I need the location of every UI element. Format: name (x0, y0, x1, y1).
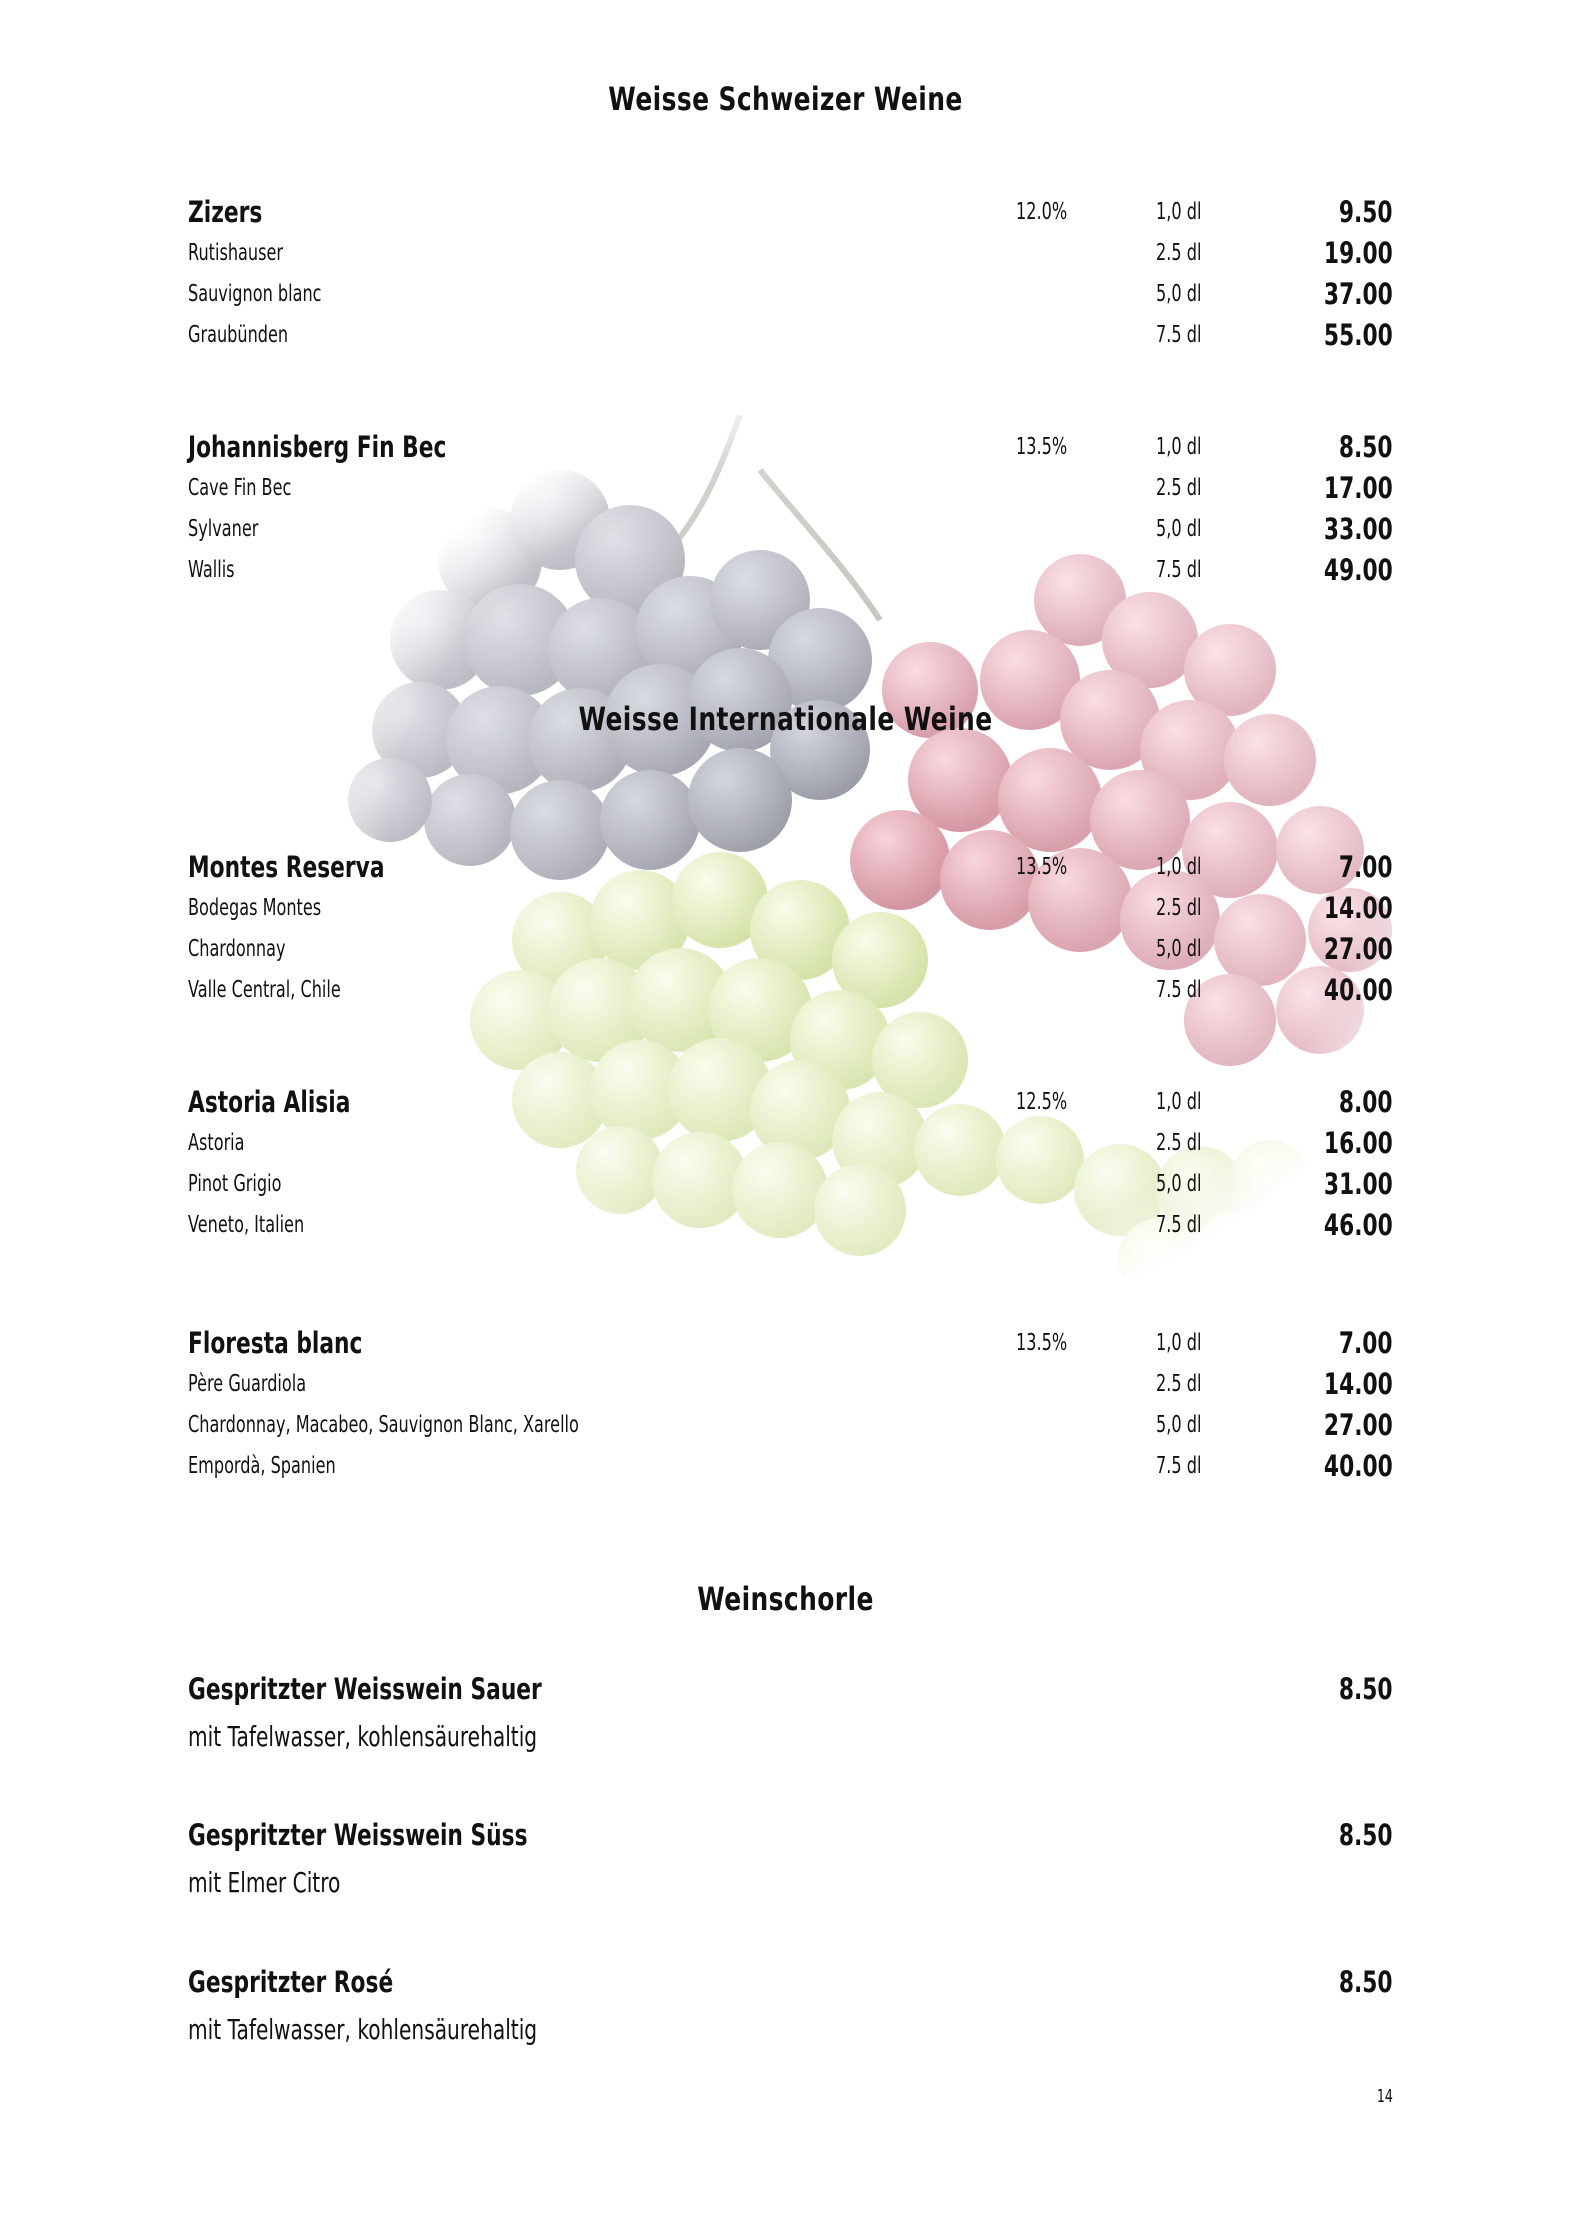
wine-price: 27.00 (1324, 932, 1393, 966)
wine-region: Empordà, Spanien (188, 1453, 336, 1479)
drink-description: mit Tafelwasser, kohlensäurehaltig (188, 2013, 538, 2046)
drink-name: Gespritzter Weisswein Süss (188, 1818, 528, 1852)
wine-grape: Pinot Grigio (188, 1171, 282, 1197)
wine-price: 55.00 (1324, 318, 1393, 352)
wine-name: Montes Reserva (188, 850, 385, 884)
wine-producer: Astoria (188, 1130, 245, 1156)
wine-producer: Père Guardiola (188, 1371, 307, 1397)
wine-alcohol: 13.5% (1016, 434, 1068, 460)
wine-price: 37.00 (1324, 277, 1393, 311)
wine-size: 7.5 dl (1156, 557, 1202, 583)
wine-price: 17.00 (1324, 471, 1393, 505)
wine-size: 5,0 dl (1156, 516, 1202, 542)
wine-size: 1,0 dl (1156, 434, 1202, 460)
wine-astoria-alisia (0, 1085, 1571, 1249)
wine-region: Valle Central, Chile (188, 977, 341, 1003)
page-number: 14 (1376, 2086, 1393, 2107)
wine-name: Floresta blanc (188, 1326, 363, 1360)
wine-price: 8.50 (1339, 430, 1393, 464)
wine-size: 5,0 dl (1156, 1171, 1202, 1197)
wine-size: 2.5 dl (1156, 895, 1202, 921)
drink-price: 8.50 (1339, 1672, 1393, 1706)
wine-size: 2.5 dl (1156, 240, 1202, 266)
wine-region: Graubünden (188, 322, 289, 348)
drink-name: Gespritzter Weisswein Sauer (188, 1672, 542, 1706)
wine-price: 8.00 (1339, 1085, 1393, 1119)
wine-price: 14.00 (1324, 1367, 1393, 1401)
wine-producer: Bodegas Montes (188, 895, 322, 921)
wine-size: 7.5 dl (1156, 1212, 1202, 1238)
wine-producer: Rutishauser (188, 240, 284, 266)
wine-name: Johannisberg Fin Bec (188, 430, 447, 464)
section-title-international-white: Weisse Internationale Weine (578, 700, 993, 738)
section-title-spritzer: Weinschorle (697, 1580, 874, 1618)
drink-description: mit Elmer Citro (188, 1866, 341, 1899)
wine-size: 1,0 dl (1156, 199, 1202, 225)
wine-size: 7.5 dl (1156, 322, 1202, 348)
wine-name: Astoria Alisia (188, 1085, 351, 1119)
drink-price: 8.50 (1339, 1965, 1393, 1999)
wine-size: 7.5 dl (1156, 977, 1202, 1003)
wine-price: 9.50 (1339, 195, 1393, 229)
wine-region: Wallis (188, 557, 235, 583)
wine-region: Veneto, Italien (188, 1212, 305, 1238)
wine-size: 5,0 dl (1156, 1412, 1202, 1438)
wine-price: 40.00 (1324, 973, 1393, 1007)
wine-size: 7.5 dl (1156, 1453, 1202, 1479)
wine-price: 7.00 (1339, 1326, 1393, 1360)
wine-price: 27.00 (1324, 1408, 1393, 1442)
wine-grape: Sylvaner (188, 516, 259, 542)
drink-description: mit Tafelwasser, kohlensäurehaltig (188, 1720, 538, 1753)
wine-producer: Cave Fin Bec (188, 475, 292, 501)
wine-price: 40.00 (1324, 1449, 1393, 1483)
wine-price: 33.00 (1324, 512, 1393, 546)
wine-grape: Sauvignon blanc (188, 281, 322, 307)
wine-montes-reserva (0, 850, 1571, 1014)
wine-size: 5,0 dl (1156, 936, 1202, 962)
wine-price: 7.00 (1339, 850, 1393, 884)
wine-floresta-blanc (0, 1326, 1571, 1490)
wine-price: 19.00 (1324, 236, 1393, 270)
wine-alcohol: 12.5% (1016, 1089, 1068, 1115)
wine-price: 49.00 (1324, 553, 1393, 587)
wine-alcohol: 12.0% (1016, 199, 1068, 225)
wine-name: Zizers (188, 195, 263, 229)
wine-price: 31.00 (1324, 1167, 1393, 1201)
wine-price: 16.00 (1324, 1126, 1393, 1160)
wine-price: 46.00 (1324, 1208, 1393, 1242)
wine-size: 1,0 dl (1156, 1330, 1202, 1356)
drink-price: 8.50 (1339, 1818, 1393, 1852)
wine-size: 2.5 dl (1156, 1130, 1202, 1156)
wine-johannisberg-fin-bec (0, 430, 1571, 594)
section-title-swiss-white: Weisse Schweizer Weine (608, 80, 963, 118)
wine-size: 1,0 dl (1156, 1089, 1202, 1115)
wine-size: 2.5 dl (1156, 1371, 1202, 1397)
drink-name: Gespritzter Rosé (188, 1965, 394, 1999)
wine-alcohol: 13.5% (1016, 1330, 1068, 1356)
wine-grape: Chardonnay (188, 936, 286, 962)
wine-alcohol: 13.5% (1016, 854, 1068, 880)
wine-zizers (0, 195, 1571, 359)
wine-grape: Chardonnay, Macabeo, Sauvignon Blanc, Xarello (188, 1412, 579, 1438)
wine-size: 1,0 dl (1156, 854, 1202, 880)
wine-size: 2.5 dl (1156, 475, 1202, 501)
wine-size: 5,0 dl (1156, 281, 1202, 307)
wine-price: 14.00 (1324, 891, 1393, 925)
